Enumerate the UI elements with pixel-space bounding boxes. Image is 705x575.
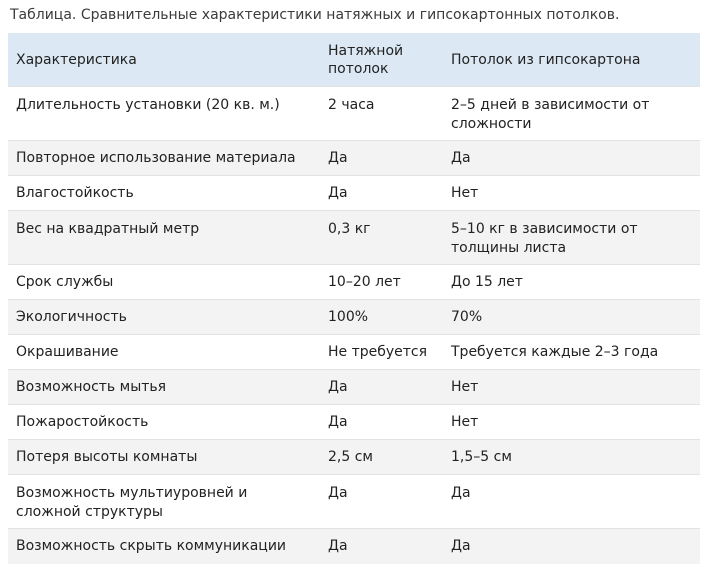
cell-characteristic: Окрашивание: [8, 335, 320, 370]
cell-drywall: 5–10 кг в зависимости от толщины листа: [443, 211, 700, 265]
cell-characteristic: Потеря высоты комнаты: [8, 440, 320, 475]
cell-characteristic: Возможность мультиуровней и сложной структуры: [8, 475, 320, 529]
table-caption: Таблица. Сравнительные характеристики натяжных и гипсокартонных потолков.: [10, 7, 620, 23]
cell-drywall: Нет: [443, 370, 700, 405]
table-row: [8, 335, 700, 370]
cell-characteristic: Срок службы: [8, 265, 320, 300]
cell-stretch: Да: [320, 475, 443, 529]
table-row: [8, 529, 700, 564]
header-stretch-ceiling: Натяжной потолок: [320, 33, 443, 87]
table-header-row: [8, 33, 700, 87]
cell-drywall: Нет: [443, 176, 700, 211]
table-row: [8, 87, 700, 141]
cell-characteristic: Экологичность: [8, 300, 320, 335]
table-row: [8, 475, 700, 529]
cell-stretch: Да: [320, 176, 443, 211]
table-row: [8, 141, 700, 176]
table-row: [8, 370, 700, 405]
cell-characteristic: Влагостойкость: [8, 176, 320, 211]
cell-stretch: 2,5 см: [320, 440, 443, 475]
cell-drywall: Нет: [443, 405, 700, 440]
cell-stretch: Не требуется: [320, 335, 443, 370]
table-row: [8, 405, 700, 440]
cell-characteristic: Вес на квадратный метр: [8, 211, 320, 265]
cell-drywall: 70%: [443, 300, 700, 335]
cell-stretch: Да: [320, 370, 443, 405]
table-row: [8, 265, 700, 300]
cell-stretch: 100%: [320, 300, 443, 335]
cell-characteristic: Длительность установки (20 кв. м.): [8, 87, 320, 141]
cell-drywall: Да: [443, 141, 700, 176]
cell-stretch: 10–20 лет: [320, 265, 443, 300]
header-characteristic: Характеристика: [8, 33, 320, 87]
cell-stretch: 2 часа: [320, 87, 443, 141]
table-row: [8, 211, 700, 265]
cell-stretch: 0,3 кг: [320, 211, 443, 265]
table-row: [8, 300, 700, 335]
cell-drywall: 2–5 дней в зависимости от сложности: [443, 87, 700, 141]
table-row: [8, 176, 700, 211]
cell-characteristic: Возможность скрыть коммуникации: [8, 529, 320, 564]
cell-drywall: До 15 лет: [443, 265, 700, 300]
comparison-table: [8, 33, 700, 564]
cell-characteristic: Пожаростойкость: [8, 405, 320, 440]
cell-characteristic: Повторное использование материала: [8, 141, 320, 176]
cell-drywall: Требуется каждые 2–3 года: [443, 335, 700, 370]
cell-stretch: Да: [320, 529, 443, 564]
cell-drywall: Да: [443, 529, 700, 564]
table-row: [8, 440, 700, 475]
cell-characteristic: Возможность мытья: [8, 370, 320, 405]
cell-drywall: Да: [443, 475, 700, 529]
cell-stretch: Да: [320, 141, 443, 176]
cell-drywall: 1,5–5 см: [443, 440, 700, 475]
cell-stretch: Да: [320, 405, 443, 440]
header-drywall-ceiling: Потолок из гипсокартона: [443, 33, 700, 87]
